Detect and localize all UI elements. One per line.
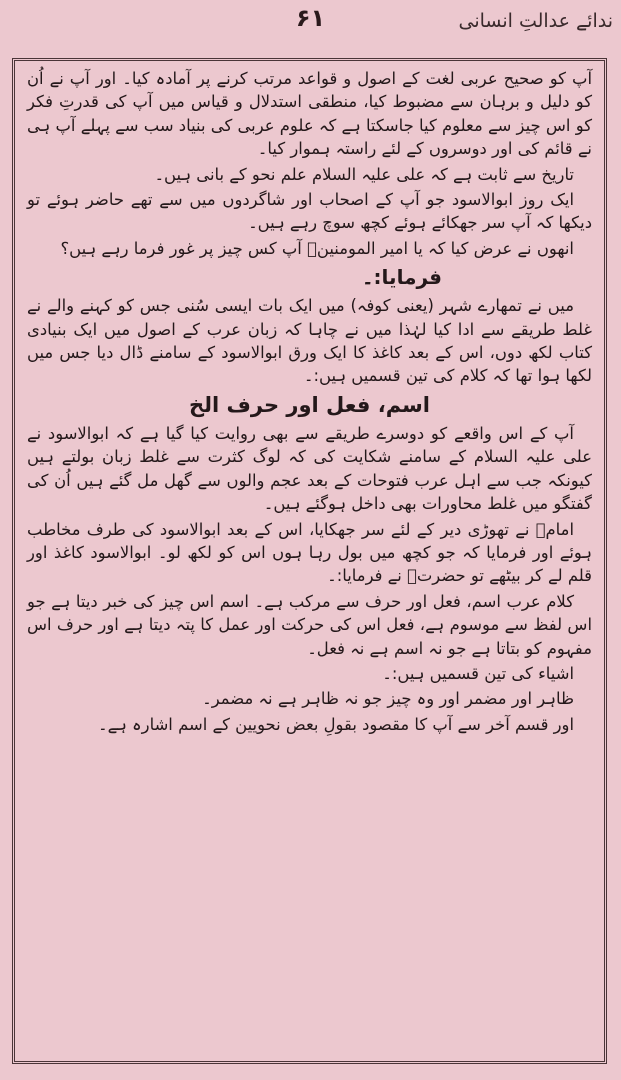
- page-frame: [12, 58, 607, 1064]
- page-header: [0, 0, 621, 58]
- paragraph-farmaya: فرمایا:۔: [361, 265, 442, 290]
- page-number: ۶۱: [295, 4, 326, 32]
- running-title: ندائے عدالتِ انسانی: [458, 10, 613, 32]
- paragraph-ism-fail-harf: اسم، فعل اور حرف الخ: [188, 392, 431, 417]
- paragraph-kalam-definition: کلام عرب اسم، فعل اور حرف سے مرکب ہے۔ اسم اس چیز کی خبر دیتا ہے جو اس لفظ سے موسوم ہے، فعل اس کی حرکت اور عمل کا پتہ دیتا ہے اور حرف اس مفہوم کو بتاتا ہے جو نہ اسم ہے نہ فعل۔: [27, 591, 592, 658]
- paragraph-intro: آپ کو صحیح عربی لغت کے اصول و قواعد مرتب کرنے پر آمادہ کیا۔ اور آپ نے اُن کو دلیل و برہان سے مضبوط کیا، منطقی استدلال و قیاس میں آپ کی قدرتِ فکر کو اس چیز سے معلوم کیا جاسکتا ہے کہ علوم عربی کی بنیاد سب سے پہلے آپ ہی نے قائم کی اور دوسروں کے لئے راستہ ہموار کیا۔: [27, 69, 592, 159]
- paragraph-history: تاریخ سے ثابت ہے کہ علی علیہ السلام علم نحو کے بانی ہیں۔: [154, 164, 574, 184]
- paragraph-abul-aswad-visit: ایک روز ابوالاسود جو آپ کے اصحاب اور شاگردوں میں سے تھے حاضر ہوئے تو دیکھا کہ آپ سر جھکائے ہوئے کچھ سوچ رہے ہیں۔: [27, 190, 592, 233]
- paragraph-imam-reply: میں نے تمھارے شہر (یعنی کوفہ) میں ایک بات ایسی سُنی جس کو کہنے والے نے غلط طریقے سے ادا کیا لہٰذا میں نے چاہا کہ زبان عرب کے اصول میں ایک بنیادی کتاب لکھ دوں، اس کے بعد کاغذ کا ایک ورق ابوالاسود کے سامنے ڈال دیا جس میں لکھا ہوا تھا کہ کلام کی تین قسمیں ہیں:۔: [27, 296, 592, 386]
- paragraph-zahir-muzmar: ظاہر اور مضمر اور وہ چیز جو نہ ظاہر ہے نہ مضمر۔: [202, 689, 574, 709]
- paragraph-dictation: امامؑ نے تھوڑی دیر کے لئے سر جھکایا، اس کے بعد ابوالاسود کی طرف مخاطب ہوئے اور فرمایا کہ جو کچھ میں بول رہا ہوں اس کو لکھ لو۔ ابوالاسود کاغذ اور قلم لے کر بیٹھے تو حضرتؑ نے فرمایا:۔: [27, 519, 592, 586]
- paragraph-question: انھوں نے عرض کیا کہ یا امیر المومنینؑ آپ کس چیز پر غور فرما رہے ہیں؟: [60, 238, 574, 258]
- paragraph-ashya-types: اشیاء کی تین قسمیں ہیں:۔: [382, 663, 574, 683]
- paragraph-ism-ishara: اور قسم آخر سے آپ کا مقصود بقولِ بعض نحویین کے اسم اشارہ ہے۔: [98, 714, 574, 734]
- paragraph-second-narration: آپ کے اس واقعے کو دوسرے طریقے سے بھی روایت کیا گیا ہے کہ ابوالاسود نے علی علیہ السلام کے سامنے شکایت کی کہ لوگ کثرت سے غلط زبان بولتے ہیں کیونکہ جب سے اہل عرب فتوحات کے بعد عجم والوں سے گھل مل گئے ہیں اُن کی گفتگو میں غلط محاورات بھی داخل ہوگئے ہیں۔: [27, 423, 592, 514]
